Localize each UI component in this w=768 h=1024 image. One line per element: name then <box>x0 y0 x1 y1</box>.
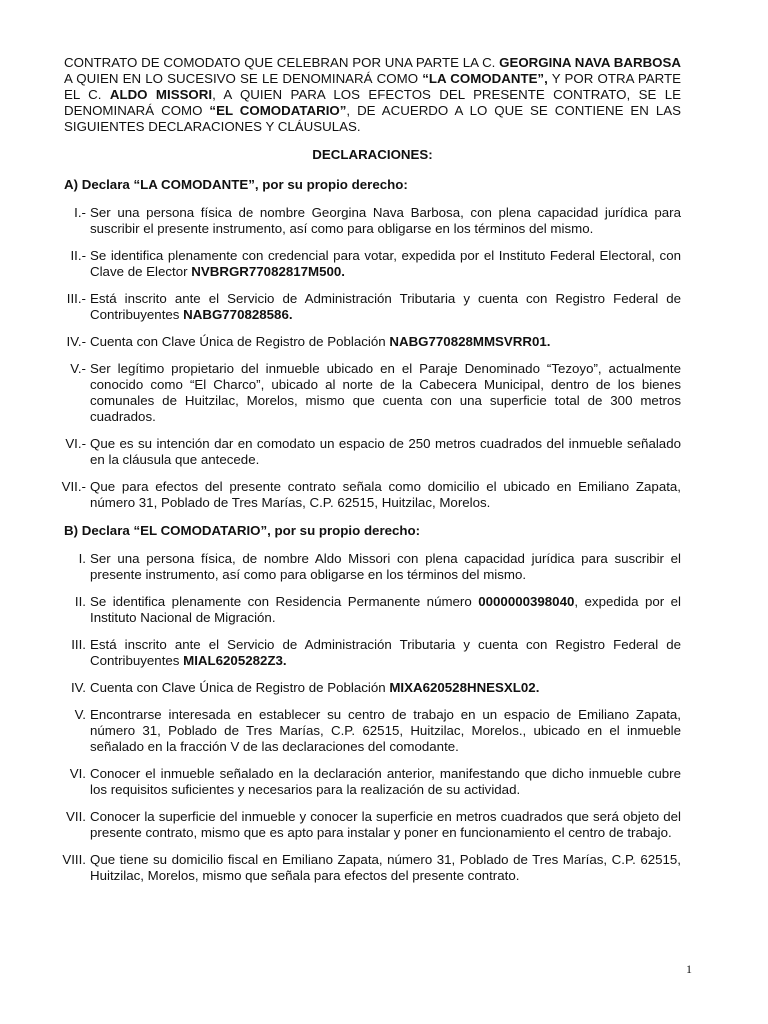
item-text: Que es su intención dar en comodato un espacio de 250 metros cuadrados del inmueble señalado en la cláusula que antecede. <box>90 436 681 467</box>
list-item <box>64 637 681 669</box>
comodante-name: GEORGINA NAVA BARBOSA <box>499 55 681 70</box>
item-text: Conocer el inmueble señalado en la declaración anterior, manifestando que dicho inmueble cubre los requisitos suficientes y necesarios para la realización de su actividad. <box>90 766 681 797</box>
clave-elector: NVBRGR77082817M500. <box>191 264 346 279</box>
section-b-title: B) Declara “EL COMODATARIO”, por su propio derecho: <box>64 523 421 538</box>
intro-text: , DE ACUERDO A LO QUE SE CONTIENE EN LAS SIGUIENTES DECLARACIONES Y CLÁUSULAS. <box>64 103 681 134</box>
intro-text: Y POR OTRA PARTE EL C. <box>64 71 681 102</box>
item-text: Se identifica plenamente con credencial para votar, expedida por el Instituto Federal Electoral, con Clave de Elector NVBRGR77082817M500. <box>90 248 681 279</box>
item-text: Ser legítimo propietario del inmueble ubicado en el Paraje Denominado “Tezoyo”, actualmente conocido como “El Charco”, ubicado al norte de la Cabecera Municipal, dentro de los bienes comunales de Huitzilac, Morelos, mismo que cuenta con una superficie total de 300 metros cuadrados. <box>90 361 681 424</box>
item-text: Está inscrito ante el Servicio de Administración Tributaria y cuenta con Registro Federal de Contribuyentes NABG770828586. <box>90 291 681 322</box>
item-number: I. <box>78 551 86 566</box>
section-b-list <box>64 551 681 884</box>
section-a-title: A) Declara “LA COMODANTE”, por su propio derecho: <box>64 177 408 192</box>
list-item <box>64 680 681 696</box>
item-number: IV.- <box>66 334 86 349</box>
intro-text: A QUIEN EN LO SUCESIVO SE LE DENOMINARÁ COMO <box>64 71 423 86</box>
list-item <box>61 479 681 511</box>
intro-text: , A QUIEN PARA LOS EFECTOS DEL PRESENTE CONTRATO, SE LE DENOMINARÁ COMO <box>64 87 681 118</box>
contract-body <box>61 55 681 896</box>
item-text: Cuenta con Clave Única de Registro de Población NABG770828MMSVRR01. <box>90 334 551 349</box>
list-item <box>64 291 681 323</box>
item-text: Conocer la superficie del inmueble y conocer la superficie en metros cuadrados que será objeto del presente contrato, mismo que es apto para instalar y poner en funcionamiento el centro de trabajo. <box>90 809 681 840</box>
item-number: II.- <box>70 248 86 263</box>
list-item <box>64 334 681 350</box>
item-number: VII. <box>66 809 86 824</box>
item-number: III. <box>71 637 86 652</box>
item-number: VI.- <box>65 436 86 451</box>
item-number: V. <box>74 707 86 722</box>
comodante-role: “LA COMODANTE”, <box>422 71 548 86</box>
comodatario-name: ALDO MISSORI <box>109 87 213 102</box>
item-text: Se identifica plenamente con Residencia Permanente número 0000000398040, expedida por el Instituto Nacional de Migración. <box>90 594 681 625</box>
item-number: VIII. <box>62 852 86 867</box>
list-item <box>64 809 681 841</box>
list-item <box>64 248 681 280</box>
list-item <box>64 205 681 237</box>
item-number: IV. <box>70 680 86 695</box>
curp-value: NABG770828MMSVRR01. <box>389 334 551 349</box>
item-number: II. <box>74 594 86 609</box>
declarations-heading: DECLARACIONES: <box>312 147 433 162</box>
item-number: V.- <box>70 361 86 376</box>
item-text: Está inscrito ante el Servicio de Administración Tributaria y cuenta con Registro Federal de Contribuyentes MIAL6205282Z3. <box>90 637 681 668</box>
rfc-value: MIAL6205282Z3. <box>183 653 287 668</box>
list-item <box>64 361 681 425</box>
list-item <box>64 766 681 798</box>
list-item <box>64 852 681 884</box>
item-text: Ser una persona física, de nombre Aldo Missori con plena capacidad jurídica para suscribir el presente instrumento, así como para obligarse en los términos del mismo. <box>90 551 681 582</box>
contract-intro <box>64 55 681 135</box>
list-item <box>64 594 681 626</box>
list-item <box>64 707 681 755</box>
item-number: VII.- <box>61 479 86 494</box>
rfc-value: NABG770828586. <box>183 307 293 322</box>
item-text: Ser una persona física de nombre Georgina Nava Barbosa, con plena capacidad jurídica para suscribir el presente instrumento, así como para obligarse en los términos del mismo. <box>90 205 681 236</box>
item-number: VI. <box>69 766 86 781</box>
item-number: III.- <box>66 291 86 306</box>
page-number: 1 <box>686 962 692 976</box>
item-text: Que tiene su domicilio fiscal en Emiliano Zapata, número 31, Poblado de Tres Marías, C.P. 62515, Huitzilac, Morelos, mismo que señala para efectos del presente contrato. <box>90 852 681 883</box>
list-item <box>64 436 681 468</box>
item-text: Encontrarse interesada en establecer su centro de trabajo en un espacio de Emiliano Zapata, número 31, Poblado de Tres Marías, C.P. 62515, Huitzilac, Morelos., ubicado en el inmueble señalado en la fracción V de las declaraciones del comodante. <box>90 707 681 754</box>
section-a-list <box>61 205 681 511</box>
item-number: I.- <box>74 205 86 220</box>
intro-text: CONTRATO DE COMODATO QUE CELEBRAN POR UNA PARTE LA C. <box>64 55 500 70</box>
item-text: Que para efectos del presente contrato señala como domicilio el ubicado en Emiliano Zapata, número 31, Poblado de Tres Marías, C.P. 62515, Huitzilac, Morelos. <box>90 479 681 510</box>
list-item <box>64 551 681 583</box>
item-text: Cuenta con Clave Única de Registro de Población MIXA620528HNESXL02. <box>90 680 540 695</box>
comodatario-role: “EL COMODATARIO” <box>209 103 347 118</box>
residencia-number: 0000000398040 <box>478 594 575 609</box>
curp-value: MIXA620528HNESXL02. <box>389 680 540 695</box>
